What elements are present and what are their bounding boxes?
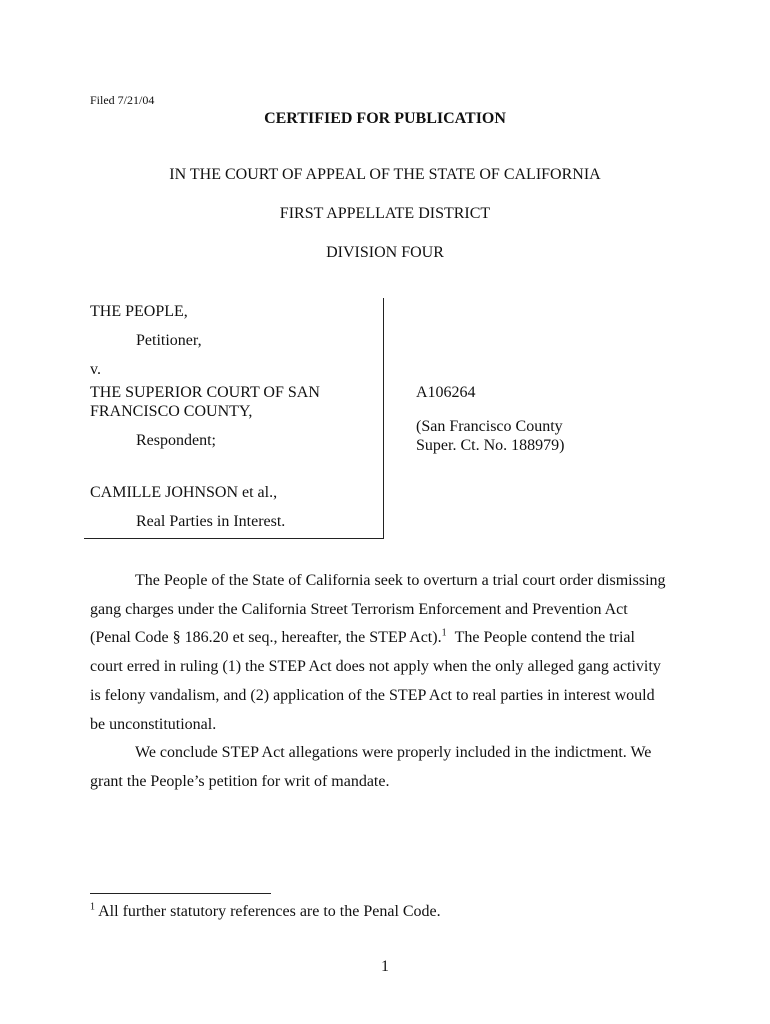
- body-line: is felony vandalism, and (2) application of the STEP Act to real parties in interest would: [90, 686, 655, 704]
- opinion-body: [90, 567, 690, 797]
- real-party-role: Real Parties in Interest.: [136, 513, 286, 530]
- body-line: grant the People’s petition for writ of mandate.: [90, 772, 390, 790]
- petitioner-role: Petitioner,: [136, 332, 202, 349]
- lower-court-line1: (San Francisco County: [416, 418, 563, 435]
- body-line-text: (Penal Code § 186.20 et seq., hereafter, the STEP Act).: [90, 629, 442, 647]
- respondent-name-line1: THE SUPERIOR COURT OF SAN: [90, 384, 320, 401]
- footnote-text: All further statutory references are to the Penal Code.: [98, 903, 441, 920]
- petitioner-name: THE PEOPLE,: [90, 303, 188, 320]
- appellate-district: FIRST APPELLATE DISTRICT: [279, 205, 491, 222]
- lower-court-line2: Super. Ct. No. 188979): [416, 437, 565, 454]
- case-number: A106264: [416, 384, 476, 401]
- court-name: IN THE COURT OF APPEAL OF THE STATE OF CALIFORNIA: [169, 166, 601, 183]
- division-name: DIVISION FOUR: [326, 244, 444, 261]
- footnote-reference[interactable]: 1: [441, 628, 447, 640]
- footnote-marker: 1: [90, 901, 95, 913]
- respondent-name-line2: FRANCISCO COUNTY,: [90, 403, 253, 420]
- body-line: gang charges under the California Street Terrorism Enforcement and Prevention Act: [90, 600, 628, 618]
- versus: v.: [90, 361, 101, 378]
- body-line-with-footnote: [90, 624, 690, 653]
- body-line: be unconstitutional.: [90, 715, 217, 733]
- footnote: [90, 903, 441, 921]
- page-number: 1: [381, 958, 389, 975]
- body-line: court erred in ruling (1) the STEP Act does not apply when the only alleged gang activity: [90, 658, 661, 676]
- body-line-text: The People contend the trial: [454, 629, 635, 647]
- body-line: The People of the State of California seek to overturn a trial court order dismissing: [135, 572, 666, 589]
- respondent-role: Respondent;: [136, 432, 216, 449]
- certification-heading: CERTIFIED FOR PUBLICATION: [264, 110, 506, 127]
- footnote-separator: [90, 893, 271, 894]
- caption-divider-horizontal: [84, 538, 384, 539]
- filed-date: Filed 7/21/04: [90, 93, 155, 107]
- body-line: We conclude STEP Act allegations were properly included in the indictment. We: [135, 744, 652, 762]
- caption-divider-vertical: [383, 298, 384, 538]
- real-party-name: CAMILLE JOHNSON et al.,: [90, 484, 278, 501]
